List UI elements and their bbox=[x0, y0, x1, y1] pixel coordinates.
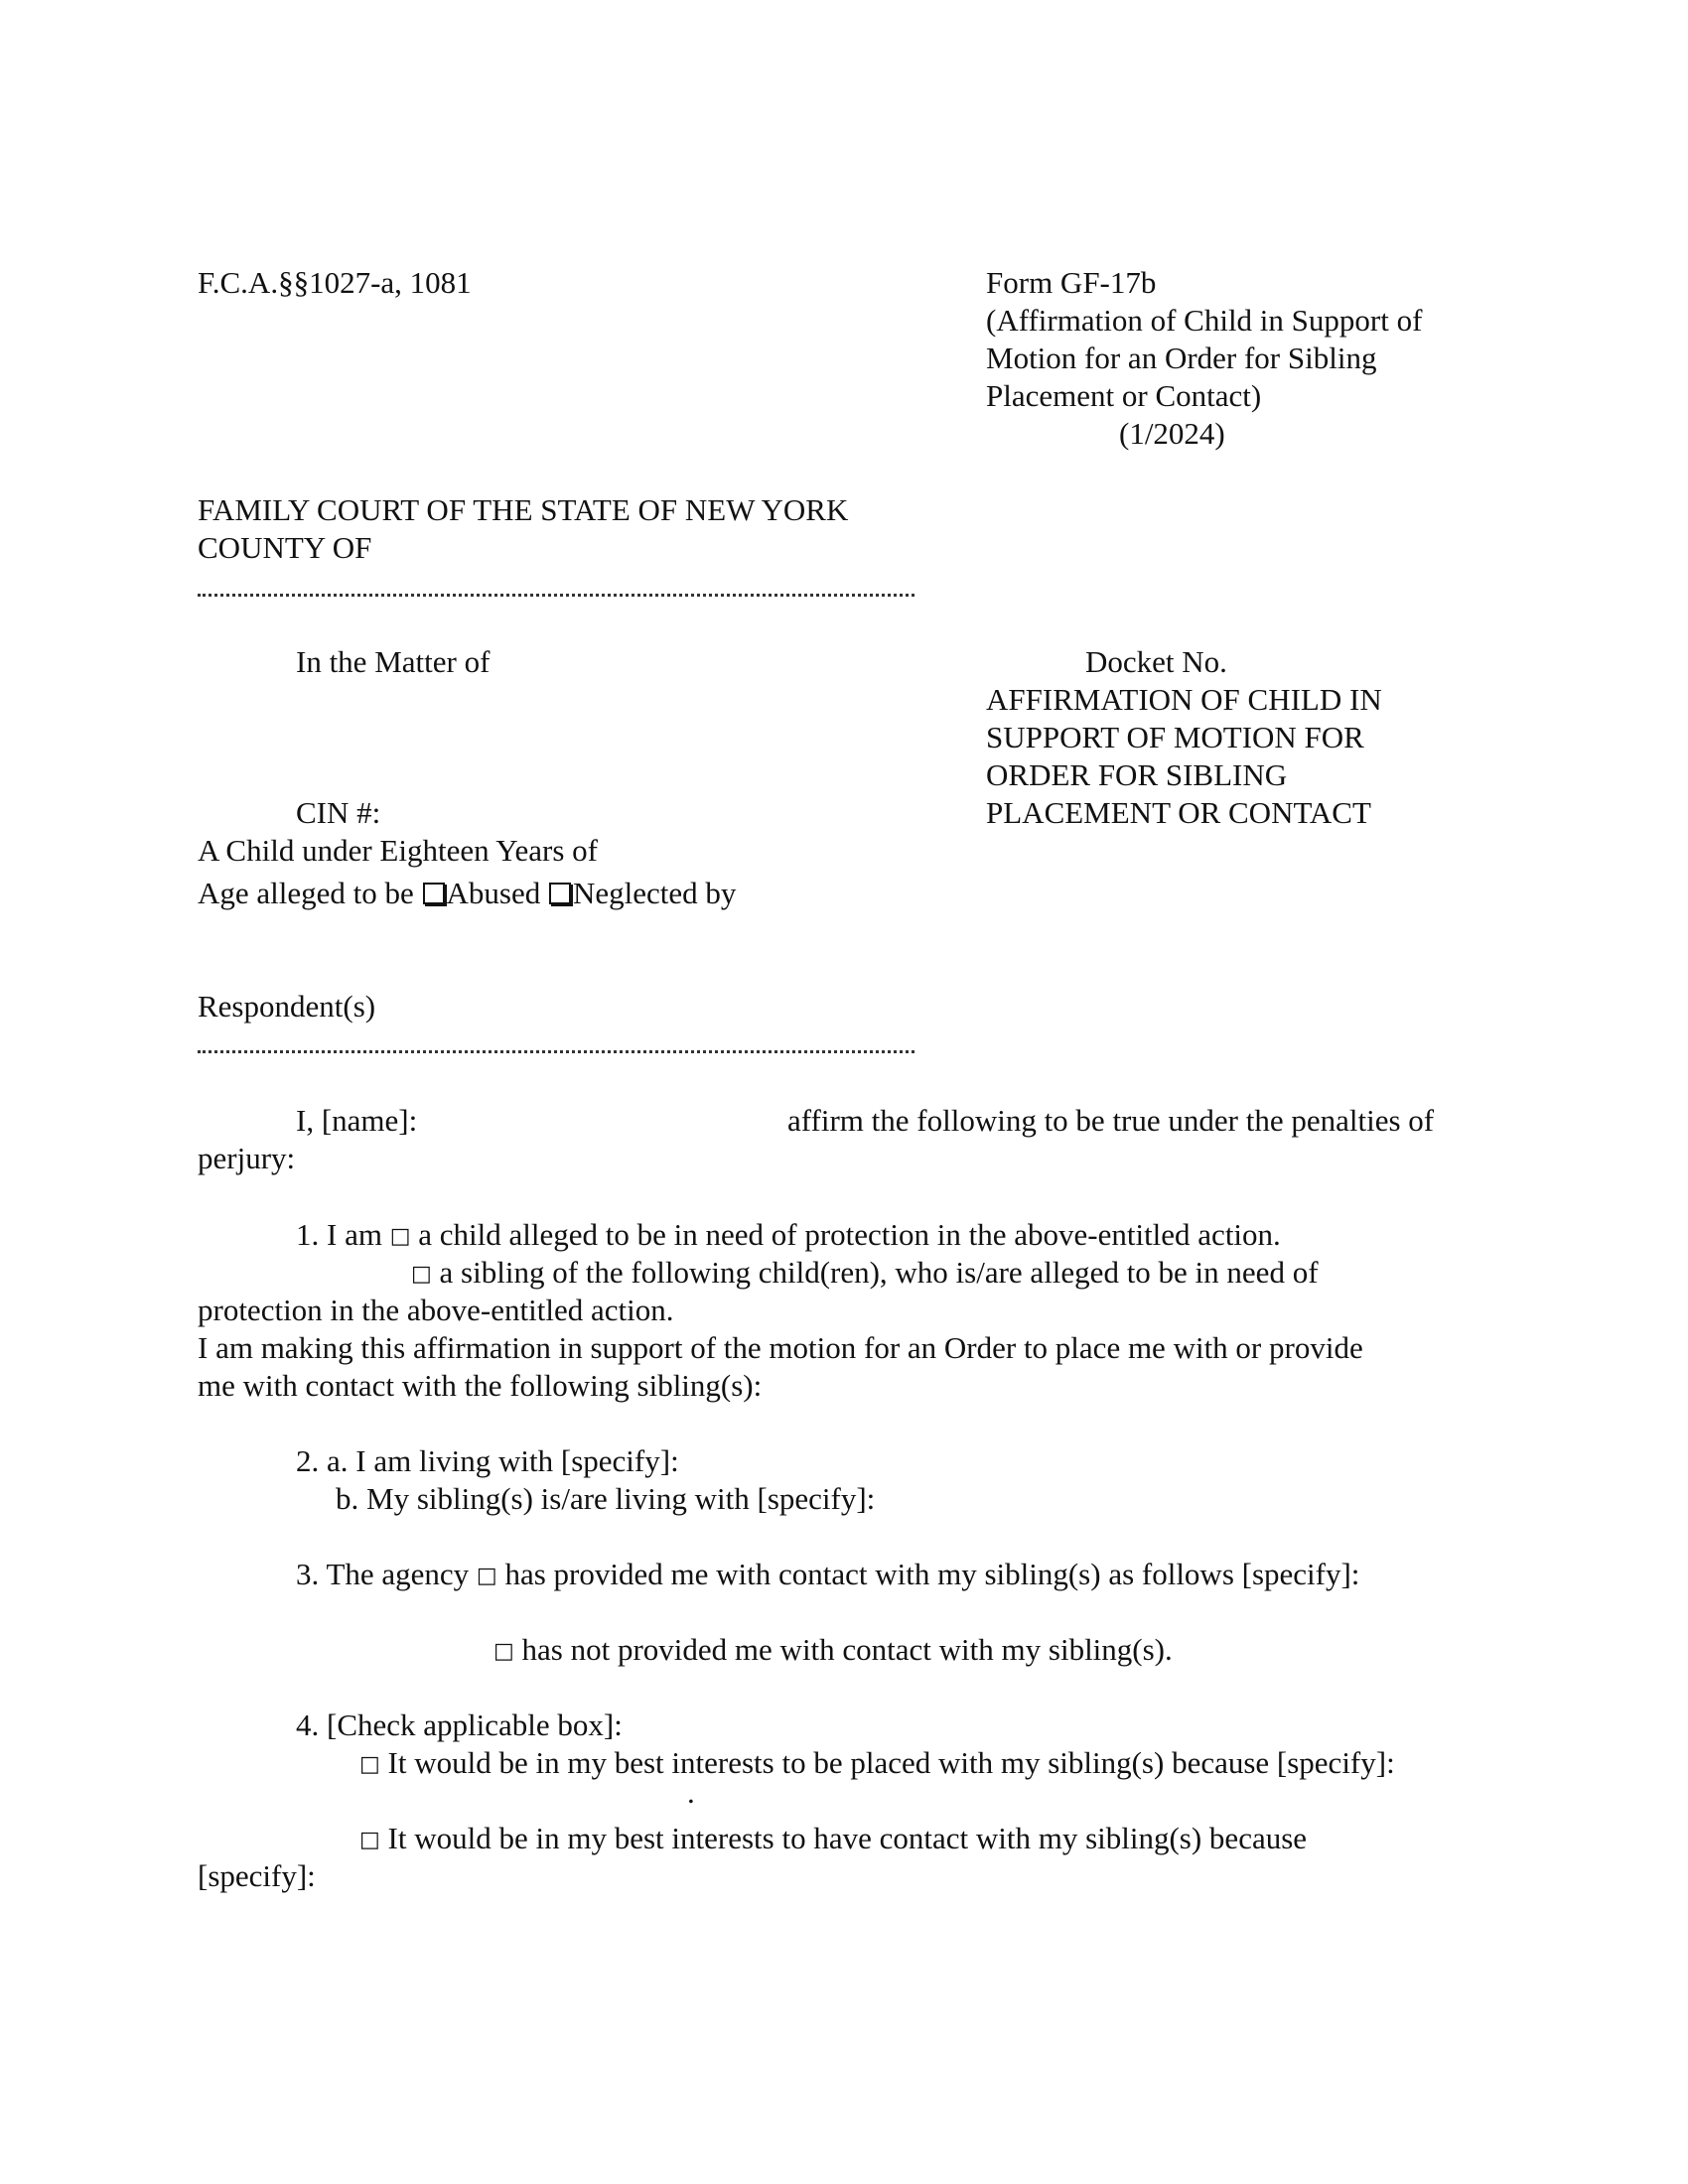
docket-number-label: Docket No. bbox=[1085, 644, 1227, 679]
item-3-checkbox-2[interactable]: □ bbox=[493, 1639, 514, 1664]
item-1-option-1 bbox=[296, 1216, 1281, 1256]
form-description-line: Placement or Contact) bbox=[986, 378, 1262, 413]
item-1-checkbox-1[interactable]: □ bbox=[389, 1224, 411, 1249]
neglected-checkbox[interactable] bbox=[549, 883, 571, 904]
dotted-divider bbox=[198, 594, 914, 601]
item-2a: 2. a. I am living with [specify]: bbox=[296, 1443, 679, 1478]
motion-statement-line: I am making this affirmation in support of the motion for an Order to place me with or provide bbox=[198, 1330, 1363, 1365]
respondents-label: Respondent(s) bbox=[198, 989, 376, 1024]
item-4-period: . bbox=[687, 1775, 695, 1810]
item-4-checkbox-1[interactable]: □ bbox=[359, 1752, 380, 1777]
motion-statement-line: me with contact with the following sibling(s): bbox=[198, 1368, 763, 1403]
affirmation-statement-cont: perjury: bbox=[198, 1141, 296, 1175]
affirmation-statement: affirm the following to be true under the penalties of bbox=[787, 1103, 1435, 1138]
item-1-option-1-text: a child alleged to be in need of protection in the above-entitled action. bbox=[418, 1217, 1281, 1252]
document-title-line: SUPPORT OF MOTION FOR bbox=[986, 720, 1364, 754]
allegation-line bbox=[198, 875, 736, 912]
item-4-heading: 4. [Check applicable box]: bbox=[296, 1707, 623, 1742]
item-3-prefix: 3. The agency bbox=[296, 1557, 470, 1591]
neglected-label: Neglected by bbox=[573, 876, 737, 910]
form-description-line: Motion for an Order for Sibling bbox=[986, 341, 1377, 375]
item-1-option-2-text: a sibling of the following child(ren), who is/are alleged to be in need of bbox=[439, 1255, 1319, 1290]
form-date: (1/2024) bbox=[1119, 416, 1225, 451]
item-3-checkbox-1[interactable]: □ bbox=[476, 1564, 497, 1588]
item-4-option-1 bbox=[359, 1744, 1395, 1784]
item-2b: b. My sibling(s) is/are living with [specify]: bbox=[336, 1481, 876, 1516]
court-name: FAMILY COURT OF THE STATE OF NEW YORK bbox=[198, 492, 849, 527]
form-number: Form GF-17b bbox=[986, 265, 1157, 300]
statute-citation: F.C.A.§§1027-a, 1081 bbox=[198, 265, 472, 300]
item-4-option-1-text: It would be in my best interests to be placed with my sibling(s) because [specify]: bbox=[387, 1745, 1395, 1780]
cin-label: CIN #: bbox=[296, 795, 381, 830]
abused-label: Abused bbox=[446, 876, 541, 910]
affirmant-name-label: I, [name]: bbox=[296, 1103, 418, 1138]
abused-checkbox[interactable] bbox=[423, 883, 445, 904]
child-description-line: A Child under Eighteen Years of bbox=[198, 833, 598, 868]
item-1-checkbox-2[interactable]: □ bbox=[411, 1262, 432, 1287]
item-3-option-1-text: has provided me with contact with my sibling(s) as follows [specify]: bbox=[504, 1557, 1360, 1591]
item-3-option-1 bbox=[296, 1556, 1359, 1595]
item-4-option-2-text: It would be in my best interests to have contact with my sibling(s) because bbox=[387, 1821, 1308, 1855]
form-description-line: (Affirmation of Child in Support of bbox=[986, 303, 1423, 338]
dotted-divider bbox=[198, 1050, 914, 1057]
item-4-option-2-cont: [specify]: bbox=[198, 1858, 316, 1893]
item-4-option-2 bbox=[359, 1820, 1307, 1859]
item-1-option-2-cont: protection in the above-entitled action. bbox=[198, 1293, 674, 1327]
document-title-line: ORDER FOR SIBLING bbox=[986, 757, 1288, 792]
in-matter-of-label: In the Matter of bbox=[296, 644, 491, 679]
item-3-option-2 bbox=[493, 1631, 1173, 1671]
county-label: COUNTY OF bbox=[198, 530, 372, 565]
item-3-option-2-text: has not provided me with contact with my sibling(s). bbox=[521, 1632, 1173, 1667]
item-1-option-2 bbox=[411, 1254, 1319, 1294]
document-title-line: AFFIRMATION OF CHILD IN bbox=[986, 682, 1382, 717]
item-4-checkbox-2[interactable]: □ bbox=[359, 1828, 380, 1852]
document-title-line: PLACEMENT OR CONTACT bbox=[986, 795, 1371, 830]
item-1-prefix: 1. I am bbox=[296, 1217, 382, 1252]
allegation-prefix: Age alleged to be bbox=[198, 876, 414, 910]
